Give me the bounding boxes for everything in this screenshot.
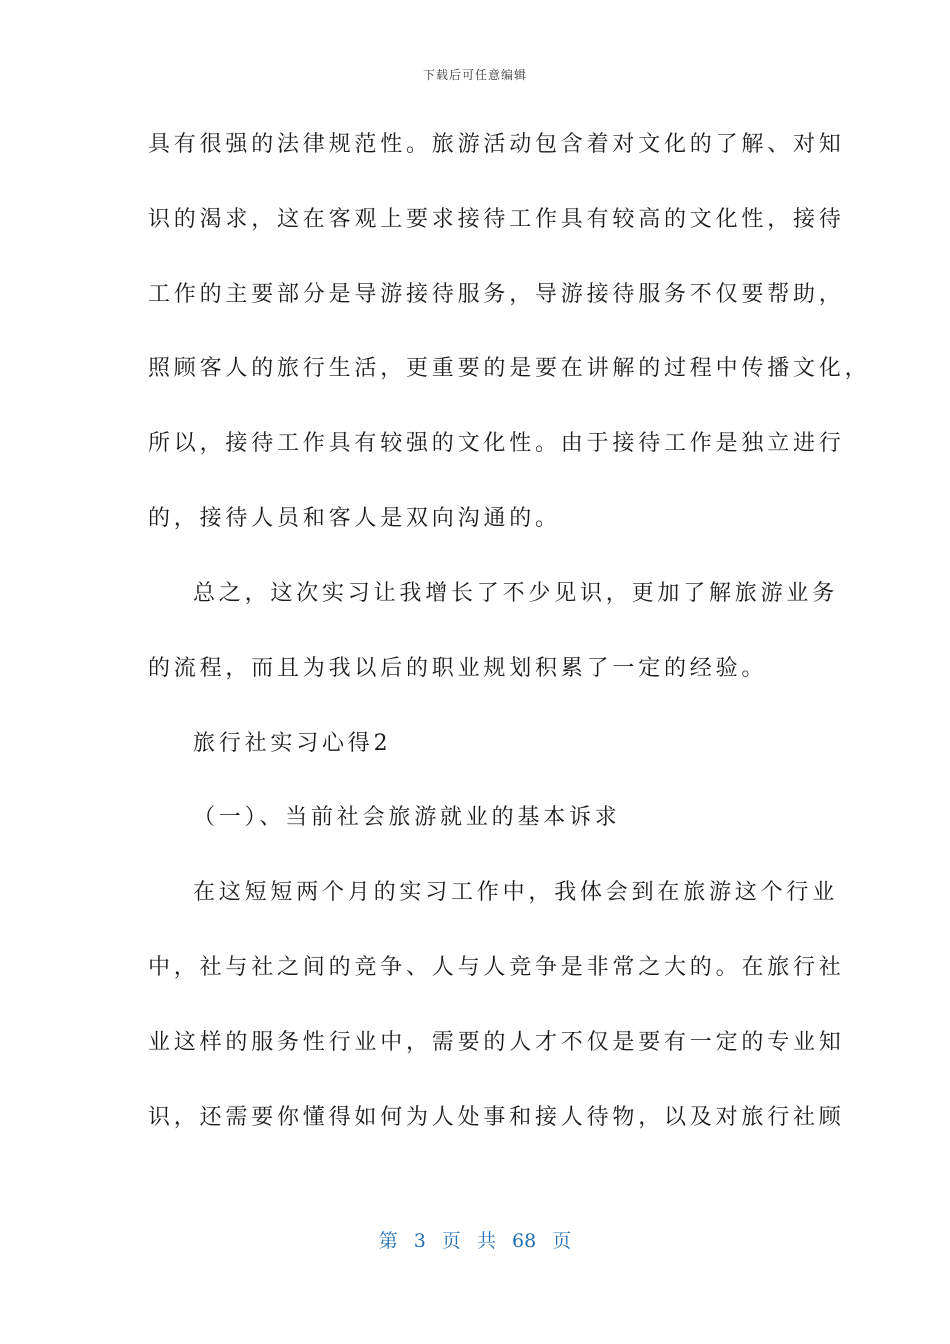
paragraph-line: 具有很强的法律规范性。旅游活动包含着对文化的了解、对知	[148, 132, 845, 157]
paragraph-line: 工作的主要部分是导游接待服务，导游接待服务不仅要帮助，	[148, 282, 845, 307]
paragraph-line: 的，接待人员和客人是双向沟通的。	[148, 506, 561, 531]
subsection-heading: （一）、当前社会旅游就业的基本诉求	[193, 805, 621, 830]
page-header: 下载后可任意编辑	[422, 68, 527, 82]
paragraph-line: 的流程，而且为我以后的职业规划积累了一定的经验。	[148, 656, 768, 681]
page-number-unit: 页	[441, 1230, 461, 1252]
paragraph-line: 照顾客人的旅行生活，更重要的是要在讲解的过程中传播文化，	[148, 356, 871, 381]
paragraph-line: 在这短短两个月的实习工作中，我体会到在旅游这个行业	[193, 880, 839, 905]
paragraph-line: 所以，接待工作具有较强的文化性。由于接待工作是独立进行	[148, 431, 845, 456]
current-page-number: 3	[413, 1230, 426, 1252]
paragraph-line: 总之，这次实习让我增长了不少见识，更加了解旅游业务	[193, 581, 839, 606]
page-total-prefix: 共	[476, 1230, 496, 1252]
paragraph-line: 中，社与社之间的竞争、人与人竞争是非常之大的。在旅行社	[148, 955, 845, 980]
paragraph-line: 识的渴求，这在客观上要求接待工作具有较高的文化性，接待	[148, 207, 845, 232]
total-page-number: 68	[512, 1230, 537, 1252]
page-number-prefix: 第	[378, 1230, 398, 1252]
paragraph-line: 业这样的服务性行业中，需要的人才不仅是要有一定的专业知	[148, 1030, 845, 1055]
page-footer	[0, 1226, 950, 1253]
paragraph-line: 识，还需要你懂得如何为人处事和接人待物，以及对旅行社顾	[148, 1105, 845, 1130]
section-title: 旅行社实习心得2	[193, 731, 392, 756]
page-total-unit: 页	[552, 1230, 572, 1252]
